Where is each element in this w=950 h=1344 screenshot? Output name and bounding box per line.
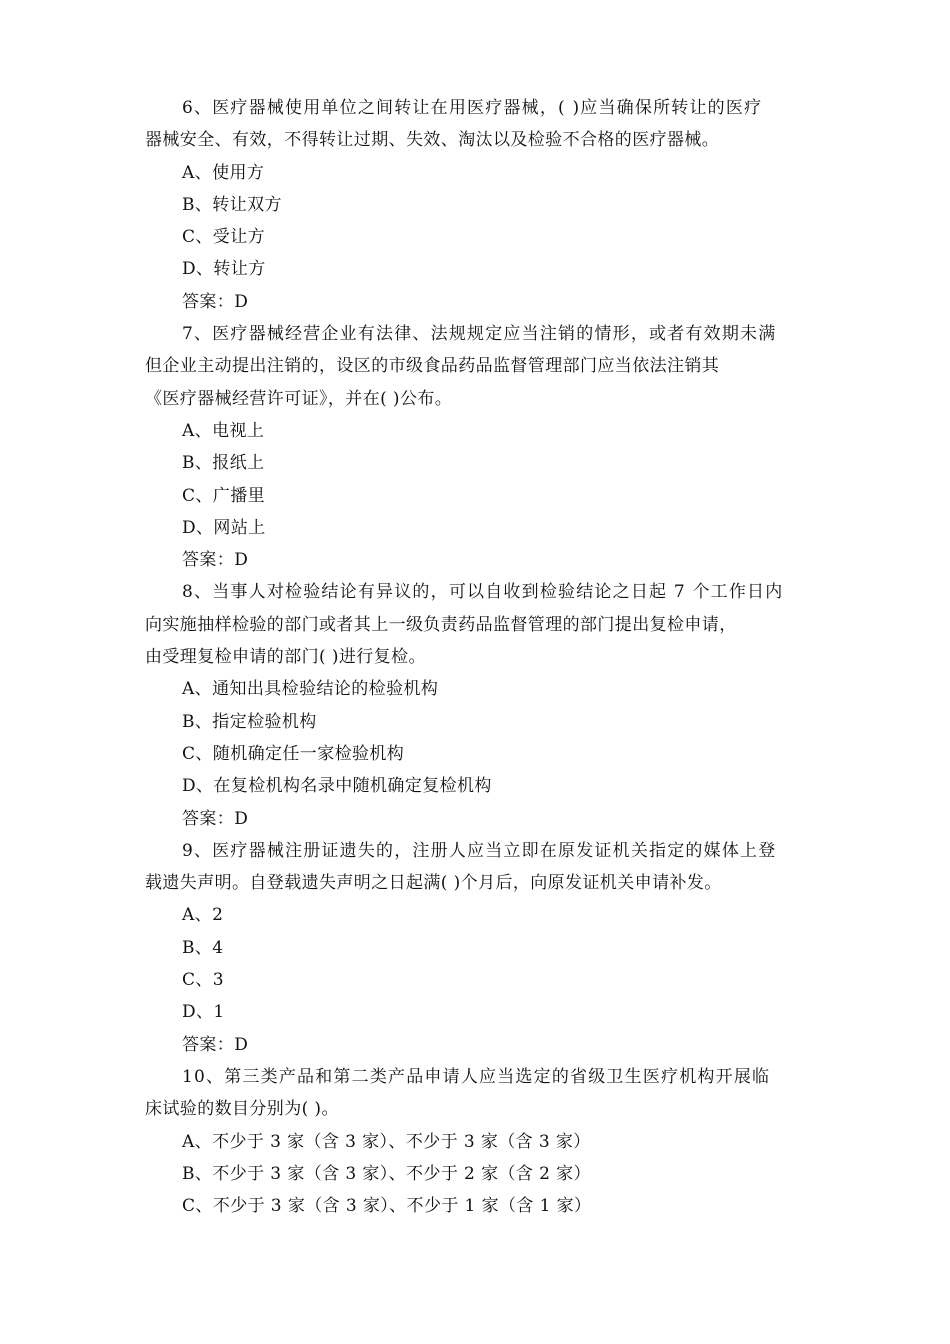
question-7-line-2: 但企业主动提出注销的，设区的市级食品药品监督管理部门应当依法注销其: [145, 356, 720, 377]
question-9-line-2: 载遗失声明。自登载遗失声明之日起满( )个月后，向原发证机关申请补发。: [145, 873, 722, 894]
question-9-answer: 答案：D: [182, 1034, 249, 1055]
question-7-line-3: 《医疗器械经营许可证》，并在( )公布。: [145, 388, 453, 409]
question-9-line-1: 9、医疗器械注册证遗失的，注册人应当立即在原发证机关指定的媒体上登: [182, 840, 777, 861]
question-7-answer: 答案：D: [182, 550, 249, 571]
question-7-option-b: B、报纸上: [182, 453, 265, 474]
question-9: [145, 835, 807, 1061]
question-7-option-d: D、网站上: [182, 517, 266, 538]
question-7-line-1: 7、医疗器械经营企业有法律、法规规定应当注销的情形，或者有效期未满: [182, 324, 777, 345]
question-8-line-1: 8、当事人对检验结论有异议的，可以自收到检验结论之日起 7 个工作日内: [182, 582, 784, 603]
question-8-answer: 答案：D: [182, 808, 249, 829]
question-9-option-a: A、2: [182, 905, 224, 926]
question-6-line-2: 器械安全、有效，不得转让过期、失效、淘汰以及检验不合格的医疗器械。: [145, 130, 720, 151]
question-6-option-a: A、使用方: [182, 162, 265, 183]
question-8-option-a: A、通知出具检验结论的检验机构: [182, 679, 439, 700]
question-8: [145, 576, 807, 834]
question-9-option-b: B、4: [182, 937, 224, 958]
question-8-line-3: 由受理复检申请的部门( )进行复检。: [145, 647, 426, 668]
question-10-option-b: B、不少于 3 家（含 3 家）、不少于 2 家（含 2 家）: [182, 1163, 591, 1184]
question-9-option-c: C、3: [182, 970, 225, 991]
document-page: [145, 92, 807, 1222]
question-10-line-1: 10、第三类产品和第二类产品申请人应当选定的省级卫生医疗机构开展临: [182, 1066, 771, 1087]
question-8-option-b: B、指定检验机构: [182, 711, 317, 732]
question-8-option-c: C、随机确定任一家检验机构: [182, 743, 405, 764]
question-7-option-c: C、广播里: [182, 485, 266, 506]
question-6: [145, 92, 807, 318]
question-6-option-c: C、受让方: [182, 227, 266, 248]
question-9-option-d: D、1: [182, 1002, 225, 1023]
question-6-line-1: 6、医疗器械使用单位之间转让在用医疗器械，( )应当确保所转让的医疗: [182, 98, 763, 118]
question-10-option-a: A、不少于 3 家（含 3 家）、不少于 3 家（含 3 家）: [182, 1131, 591, 1152]
question-10: [145, 1061, 807, 1222]
question-7: [145, 318, 807, 576]
question-8-line-2: 向实施抽样检验的部门或者其上一级负责药品监督管理的部门提出复检申请，: [145, 614, 737, 635]
question-10-line-2: 床试验的数目分别为( )。: [145, 1099, 339, 1120]
question-7-option-a: A、电视上: [182, 420, 265, 441]
question-6-answer: 答案：D: [182, 291, 249, 312]
question-10-option-c: C、不少于 3 家（含 3 家）、不少于 1 家（含 1 家）: [182, 1196, 592, 1217]
question-6-option-d: D、转让方: [182, 259, 266, 280]
question-6-option-b: B、转让双方: [182, 194, 282, 215]
question-8-option-d: D、在复检机构名录中随机确定复检机构: [182, 776, 492, 797]
